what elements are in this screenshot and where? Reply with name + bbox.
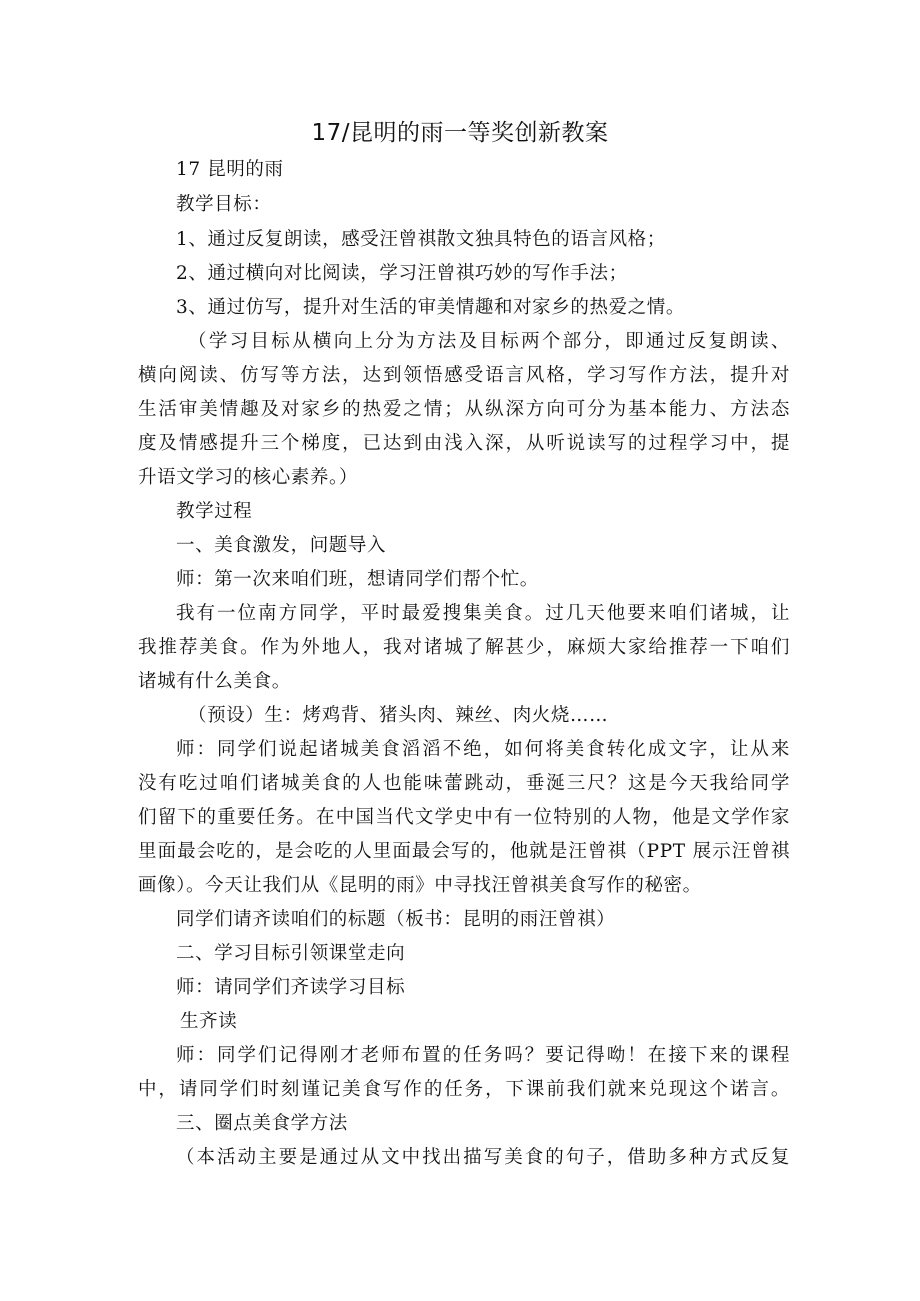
text-line: 没有吃过咱们诸城美食的人也能味蕾跳动，垂涎三尺？这是今天我给同学 bbox=[138, 773, 790, 794]
text-line: 师：第一次来咱们班，想请同学们帮个忙。 bbox=[176, 569, 539, 590]
text-line: 画像）。今天让我们从《昆明的雨》中寻找汪曾祺美食写作的秘密。 bbox=[138, 875, 702, 896]
text-line: 生齐读 bbox=[180, 1011, 238, 1032]
text-line: 师：请同学们齐读学习目标 bbox=[176, 977, 406, 998]
text-line: （预设）生：烤鸡背、猪头肉、辣丝、肉火烧…… bbox=[188, 705, 609, 726]
text-line: （学习目标从横向上分为方法及目标两个部分，即通过反复朗读、 bbox=[188, 331, 790, 352]
text-line: 一、美食激发，问题导入 bbox=[176, 535, 387, 556]
text-line: 中，请同学们时刻谨记美食写作的任务，下课前我们就来兑现这个诺言。 bbox=[138, 1079, 790, 1100]
text-line: 诸城有什么美食。 bbox=[138, 671, 291, 692]
text-line: 教学过程 bbox=[176, 501, 253, 522]
text-line: 同学们请齐读咱们的标题（板书：昆明的雨汪曾祺） bbox=[176, 909, 616, 930]
text-line: 横向阅读、仿写等方法，达到领悟感受语言风格，学习写作方法，提升对 bbox=[138, 365, 790, 386]
text-line: 1、通过反复朗读，感受汪曾祺散文独具特色的语言风格； bbox=[176, 229, 666, 250]
text-line: 我有一位南方同学，平时最爱搜集美食。过几天他要来咱们诸城，让 bbox=[176, 603, 790, 624]
document-title: 17/昆明的雨一等奖创新教案 bbox=[311, 120, 609, 146]
text-line: 师：同学们说起诸城美食滔滔不绝，如何将美食转化成文字，让从来 bbox=[176, 739, 790, 760]
text-line: 二、学习目标引领课堂走向 bbox=[176, 943, 406, 964]
text-line: 里面最会吃的，是会吃的人里面最会写的，他就是汪曾祺（PPT 展示汪曾祺 bbox=[138, 841, 790, 862]
text-line: （本活动主要是通过从文中找出描写美食的句子，借助多种方式反复 bbox=[176, 1147, 790, 1168]
text-line: 三、圈点美食学方法 bbox=[176, 1113, 348, 1134]
text-line: 升语文学习的核心素养。） bbox=[138, 467, 358, 488]
text-line: 2、通过横向对比阅读，学习汪曾祺巧妙的写作手法； bbox=[176, 263, 628, 284]
text-line: 们留下的重要任务。在中国当代文学史中有一位特别的人物，他是文学作家 bbox=[138, 807, 790, 828]
text-line: 师：同学们记得刚才老师布置的任务吗？要记得呦！在接下来的课程 bbox=[176, 1045, 790, 1066]
text-line: 17 昆明的雨 bbox=[176, 159, 284, 180]
text-line: 我推荐美食。作为外地人，我对诸城了解甚少，麻烦大家给推荐一下咱们 bbox=[138, 637, 790, 658]
text-line: 生活审美情趣及对家乡的热爱之情；从纵深方向可分为基本能力、方法态 bbox=[138, 399, 790, 420]
text-line: 3、通过仿写，提升对生活的审美情趣和对家乡的热爱之情。 bbox=[176, 297, 685, 318]
text-line: 教学目标： bbox=[176, 194, 272, 215]
text-line: 度及情感提升三个梯度，已达到由浅入深，从听说读写的过程学习中，提 bbox=[138, 433, 790, 454]
